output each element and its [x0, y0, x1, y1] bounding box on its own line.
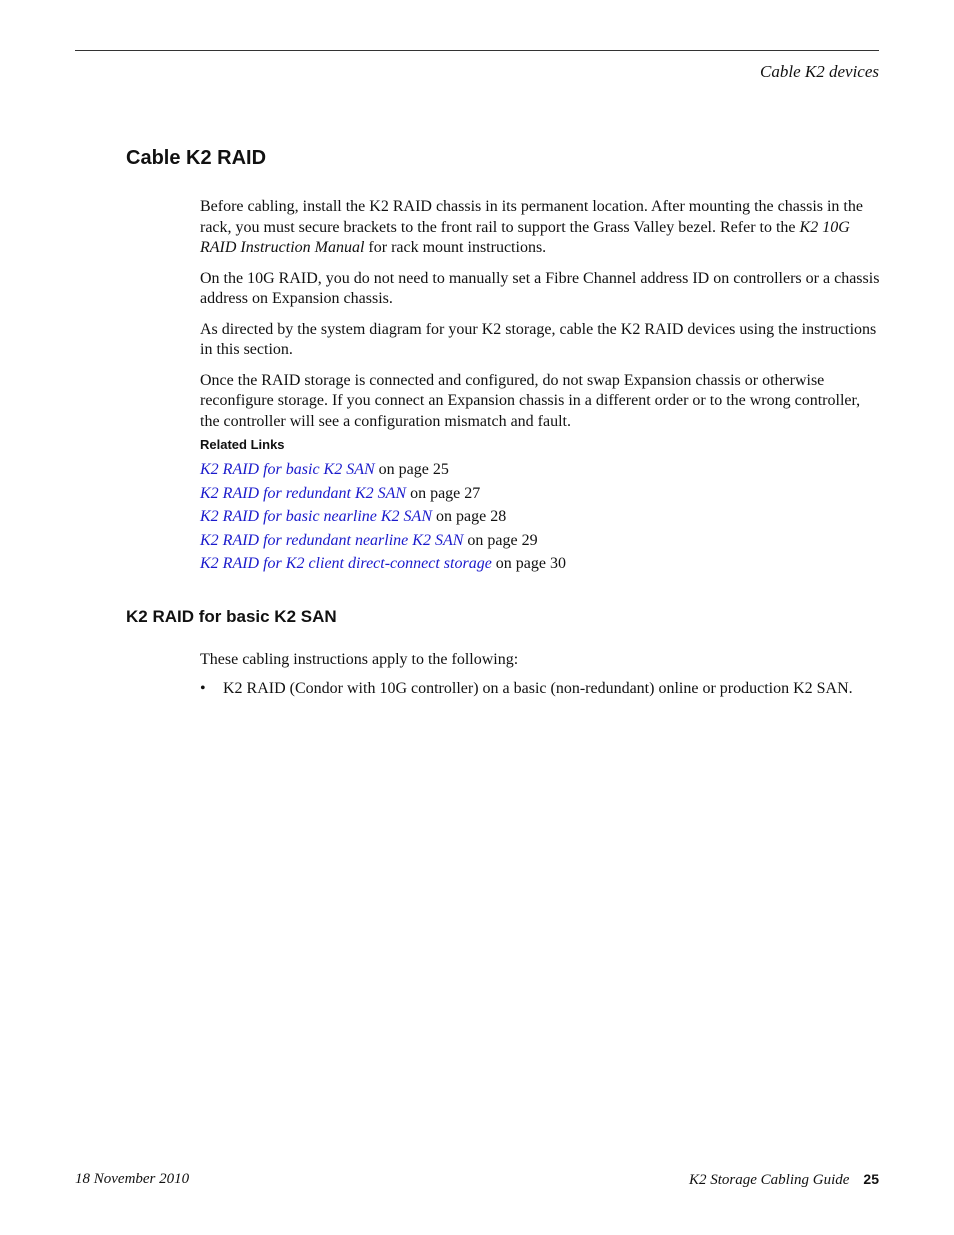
section-body	[200, 197, 880, 432]
applies-paragraph: These cabling instructions apply to the following:	[200, 651, 519, 668]
related-link[interactable]: K2 RAID for redundant nearline K2 SAN	[200, 531, 464, 549]
related-link-item	[200, 458, 566, 482]
page-reference: on page 28	[431, 508, 507, 526]
header-rule	[75, 50, 879, 51]
related-links-label: Related Links	[200, 437, 285, 452]
related-link-item	[200, 482, 566, 506]
running-header: Cable K2 devices	[760, 62, 879, 81]
related-link[interactable]: K2 RAID for K2 client direct-connect storage	[200, 555, 492, 573]
page-reference: on page 29	[463, 531, 538, 549]
manual-title: K2 10G RAID Instruction Manual	[200, 218, 850, 256]
page-reference: on page 25	[374, 461, 449, 478]
section-heading: Cable K2 RAID	[126, 147, 267, 169]
paragraph-install-text-a: Before cabling, install the K2 RAID chassis in its permanent location. After mounting the chassis in the rack, you must secure brackets to the front rail to support the Grass Valley bezel. Refer to the	[200, 198, 863, 236]
paragraph-address: On the 10G RAID, you do not need to manually set a Fibre Channel address ID on controllers or a chassis address on Expansion chassis.	[200, 269, 880, 307]
related-link[interactable]: K2 RAID for redundant K2 SAN	[200, 484, 407, 502]
related-link[interactable]: K2 RAID for basic K2 SAN	[200, 461, 375, 478]
bullet-list-item	[200, 680, 880, 699]
page-reference: on page 27	[406, 484, 481, 502]
footer-date: 18 November 2010	[75, 1171, 190, 1187]
related-link-item	[200, 529, 566, 553]
paragraph-install-text-b: for rack mount instructions.	[364, 239, 547, 256]
subsection-intro	[200, 650, 880, 671]
subsection-heading: K2 RAID for basic K2 SAN	[126, 607, 337, 626]
footer-doc-title: K2 Storage Cabling Guide	[689, 1172, 850, 1188]
footer-right	[689, 1171, 879, 1189]
page-number: 25	[863, 1171, 879, 1187]
related-link-item	[200, 552, 566, 576]
paragraph-diagram: As directed by the system diagram for your K2 storage, cable the K2 RAID devices using the instructions in this section.	[200, 320, 877, 358]
related-links-list	[200, 458, 566, 576]
bullet-marker: •	[200, 680, 206, 697]
related-link[interactable]: K2 RAID for basic nearline K2 SAN	[200, 508, 432, 526]
paragraph-warning: Once the RAID storage is connected and configured, do not swap Expansion chassis or otherwise reconfigure storage. If you connect an Expansion chassis in a different order or to the wrong controller, the controller will see a configuration mismatch and fault.	[200, 371, 861, 430]
related-link-item	[200, 505, 566, 529]
paragraph-install	[200, 197, 880, 259]
page-reference: on page 30	[491, 555, 566, 573]
bullet-text: K2 RAID (Condor with 10G controller) on a basic (non-redundant) online or production K2 SAN.	[223, 680, 853, 697]
